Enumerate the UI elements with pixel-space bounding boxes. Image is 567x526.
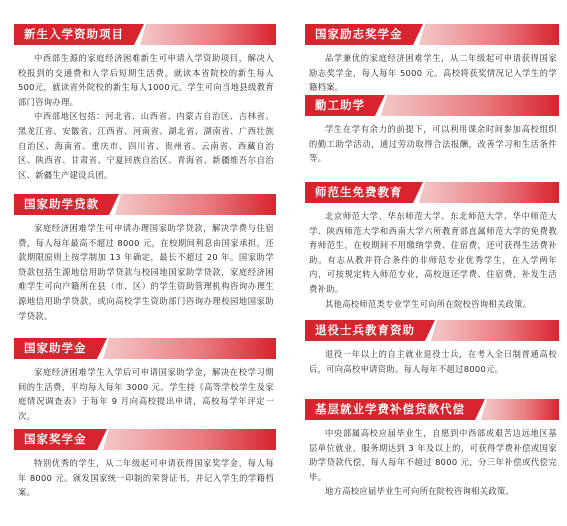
paragraph: 学生在学有余力的前提下，可以利用课余时间参加高校组织的勤工助学活动，通过劳动取得合法报酬，改善学习和生活条件等。 xyxy=(309,124,557,164)
section-national-scholarship xyxy=(14,429,276,500)
header-decor-bar xyxy=(487,399,559,420)
header-decor-bar xyxy=(425,182,560,203)
section-title: 师范生免费教育 xyxy=(305,182,413,203)
section-national-grant xyxy=(14,338,276,423)
paragraph: 中央部属高校应届毕业生，自愿到中西部或艰苦边远地区基层单位就业，服务期达到 3 年及以上的，可获得学费补偿或国家助学贷款代偿，每人每年不超过 8000 元，分三年补偿或代偿完毕。 xyxy=(309,428,557,482)
section-title: 新生入学资助项目 xyxy=(14,24,134,45)
paragraph: 地方高校应届毕业生可向所在院校咨询相关政策。 xyxy=(325,486,515,497)
section-header xyxy=(305,399,559,420)
section-title: 国家奖学金 xyxy=(14,429,97,450)
paragraph: 家庭经济困难学生入学后可申请国家助学金，解决在校学习期间的生活费，平均每人每年 3000 元。学生持《高等学校学生及家庭情况调查表》于每年 9 月向高校提出申请，高校每学年评定一次。 xyxy=(18,367,274,421)
paragraph: 家庭经济困难学生可申请办理国家助学贷款，解决学费与住宿费，每人每年最高不超过 8000 元，在校期间利息由国家承担，还款期限原则上按学制加 13 年确定，最长不超过 20 年。国家助学贷款包括生源地信用助学贷款与校园地国家助学贷款，家庭经济困难学生可向户籍所在县（市、区）的学生资助管理机构咨询办理生源地信用助学贷款，或向高校学生资助部门咨询办理校园地国家助学贷款。 xyxy=(18,223,274,321)
section-title: 基层就业学费补偿贷款代偿 xyxy=(305,399,475,420)
header-decor-bar xyxy=(387,95,559,116)
header-decor-bar xyxy=(109,338,277,359)
section-title: 勤工助学 xyxy=(305,95,375,116)
paragraph: 北京师范大学、华东师范大学、东北师范大学、华中师范大学、陕西师范大学和西南大学六所教育部直属师范大学的免费教育师范生，在校期间不用缴纳学费、住宿费，还可获得生活费补助。有志从教并符合条件的非师范专业优秀学生，在入学两年内，可按规定转入师范专业，高校返还学费、住宿费，补发生活费补助。 xyxy=(309,211,557,294)
section-work-study xyxy=(305,95,559,166)
section-header xyxy=(305,95,559,116)
paragraph: 品学兼优的家庭经济困难学生，从二年级起可申请获得国家励志奖学金，每人每年 5000 元。高校将获奖情况记入学生的学籍档案。 xyxy=(309,53,557,93)
section-encouragement-scholarship xyxy=(305,24,559,95)
paragraph: 中西部地区包括：河北省、山西省、内蒙古自治区、吉林省、黑龙江省、安徽省、江西省、河南省、湖北省、湖南省、广西壮族自治区、海南省、重庆市、四川省、贵州省、云南省、西藏自治区、陕西省、甘肃省、宁夏回族自治区、青海省、新疆维吾尔自治区、新疆生产建设兵团。 xyxy=(18,111,274,180)
paragraph: 其他高校师范类专业学生可向所在院校咨询相关政策。 xyxy=(325,298,532,309)
header-decor-bar xyxy=(437,320,559,341)
section-title: 退役士兵教育资助 xyxy=(305,320,425,341)
section-title: 国家励志奖学金 xyxy=(305,24,413,45)
section-veteran-education-aid xyxy=(305,320,559,376)
paragraph: 特别优秀的学生，从二年级起可申请获得国家奖学金，每人每年 8000 元。颁发国家统一印制的荣誉证书，并记入学生的学籍档案。 xyxy=(18,458,274,498)
header-decor-bar xyxy=(121,194,276,215)
section-header xyxy=(305,320,559,341)
header-decor-bar xyxy=(146,24,276,45)
section-header xyxy=(14,338,276,359)
header-decor-bar xyxy=(109,429,277,450)
section-header xyxy=(14,429,276,450)
section-title: 国家助学贷款 xyxy=(14,194,109,215)
section-header xyxy=(14,24,276,45)
section-header xyxy=(305,24,559,45)
section-national-student-loan xyxy=(14,194,276,323)
section-freshman-aid xyxy=(14,24,276,182)
paragraph: 中西部生源的家庭经济困难新生可申请入学资助项目，解决入校报到的交通费和入学后短期生活费。就读本省院校的新生每人500元，就读省外院校的新生每人1000元。学生可向当地县级教育部门咨询办理。 xyxy=(18,53,274,107)
section-header xyxy=(305,182,559,203)
section-grassroots-tuition-compensation xyxy=(305,399,559,499)
section-free-normal-education xyxy=(305,182,559,311)
header-decor-bar xyxy=(425,24,560,45)
section-header xyxy=(14,194,276,215)
paragraph: 退役一年以上的自主就业退役士兵，在考入全日制普通高校后，可向高校申请资助。每人每年不超过8000元。 xyxy=(309,349,557,374)
section-title: 国家助学金 xyxy=(14,338,97,359)
